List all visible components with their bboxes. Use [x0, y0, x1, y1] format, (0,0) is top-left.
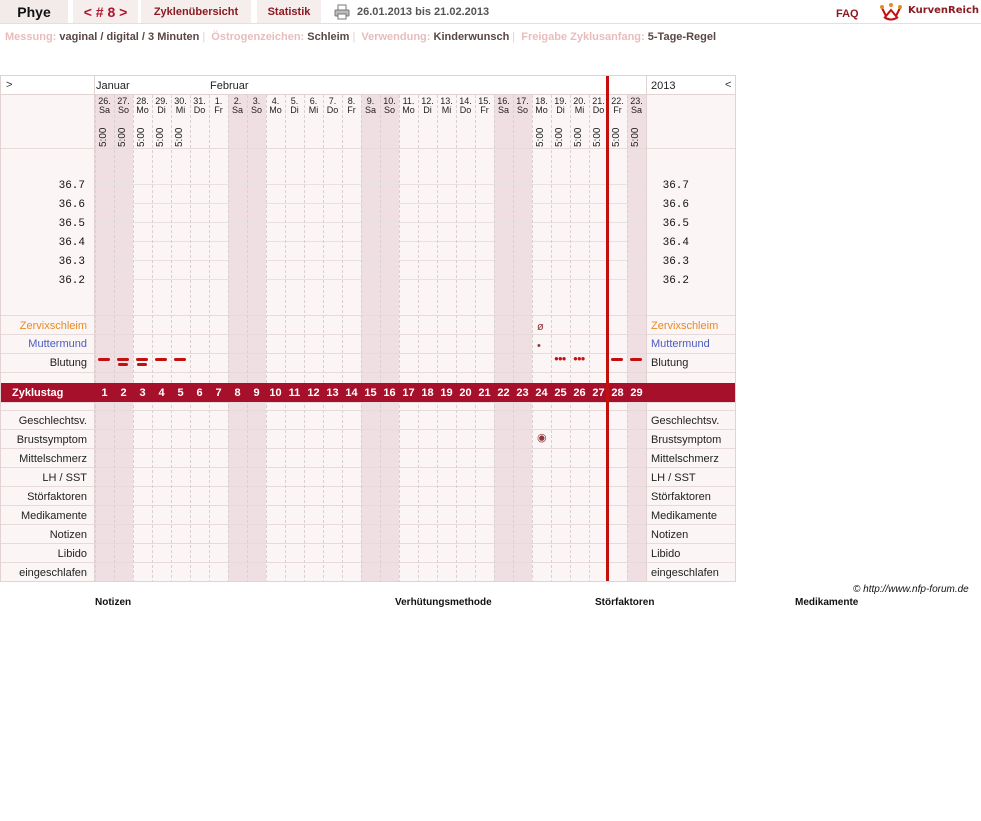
day-weekday: Do: [193, 105, 206, 115]
cycle-day-number: 15: [364, 387, 377, 399]
row-label-right: Muttermund: [651, 338, 710, 350]
day-gridline: [456, 95, 457, 582]
row-divider: [1, 353, 736, 354]
cycle-day-number: 25: [554, 387, 567, 399]
day-gridline: [627, 95, 628, 582]
oestrogen-label: Östrogenzeichen:: [211, 31, 305, 43]
day-gridline: [380, 95, 381, 582]
temp-gridline: [95, 184, 646, 185]
row-label-left: Blutung: [49, 357, 87, 369]
row-label-right: Notizen: [651, 529, 689, 541]
row-divider: [1, 334, 736, 335]
day-weekday: So: [250, 105, 262, 115]
day-header: [380, 97, 399, 115]
day-gridline: [114, 95, 115, 582]
day-header: [266, 97, 285, 115]
month-row: [1, 76, 736, 95]
cycle-day-number: 24: [535, 387, 548, 399]
measure-time: [570, 129, 589, 147]
day-date: 1.: [214, 96, 223, 106]
day-weekday: Sa: [98, 105, 110, 115]
day-weekday: So: [516, 105, 528, 115]
measure-time-text: 5:00: [592, 127, 603, 147]
day-header: [247, 97, 266, 115]
footer-medikamente: Medikamente: [795, 597, 859, 608]
day-date: 15.: [478, 96, 491, 106]
footer-stoerfaktoren: Störfaktoren: [595, 597, 655, 608]
month-label: Februar: [210, 80, 249, 92]
row-label-right: Medikamente: [651, 510, 718, 522]
day-header: [551, 97, 570, 115]
day-date: 27.: [117, 96, 130, 106]
measure-time-text: 5:00: [98, 127, 109, 147]
row-label-right: Blutung: [651, 357, 689, 369]
temp-label-right: 36.4: [662, 237, 689, 249]
cycle-day-number: 3: [139, 387, 146, 399]
row-divider: [1, 448, 736, 449]
row-label-left: Geschlechtsv.: [18, 415, 87, 427]
cycle-navigator[interactable]: < # 8 >: [73, 0, 138, 23]
temp-label-left: 36.7: [58, 180, 85, 192]
day-weekday: Do: [326, 105, 339, 115]
faq-link[interactable]: FAQ: [836, 8, 859, 20]
day-date: 26.: [98, 96, 111, 106]
measure-time-text: 5:00: [611, 127, 622, 147]
day-date: 8.: [347, 96, 356, 106]
bleeding-mark: [155, 358, 167, 361]
day-gridline: [570, 95, 571, 582]
bleeding-mark: [174, 358, 186, 361]
current-day-marker: [606, 76, 609, 582]
year-label: 2013: [651, 80, 676, 92]
temp-label-left: 36.5: [58, 218, 85, 230]
day-gridline: [304, 95, 305, 582]
day-gridline: [589, 95, 590, 582]
temp-label-right: 36.2: [662, 275, 689, 287]
row-label-left: Libido: [57, 548, 87, 560]
day-weekday: Di: [423, 105, 432, 115]
measure-time: [95, 129, 114, 147]
row-divider: [1, 524, 736, 525]
day-header: [304, 97, 323, 115]
row-divider: [1, 402, 736, 403]
crown-icon: [880, 2, 902, 22]
measure-time: [171, 129, 190, 147]
row-label-right: LH / SST: [651, 472, 696, 484]
temp-gridline: [95, 222, 646, 223]
measure-time-text: 5:00: [535, 127, 546, 147]
temp-label-right: 36.7: [662, 180, 689, 192]
temp-label-left: 36.4: [58, 237, 85, 249]
cycle-day-number: 21: [478, 387, 491, 399]
day-header: [285, 97, 304, 115]
right-column-border: [646, 76, 647, 582]
day-date: 22.: [611, 96, 624, 106]
date-range: 26.01.2013 bis 21.02.2013: [357, 6, 490, 18]
day-date: 6.: [309, 96, 318, 106]
settings-line: Messung: vaginal / digital / 3 Minuten | Östrogenzeichen: Schleim | Verwendung: Kinderwunsch | Freigabe Zyklusanfang: 5-Tage-Regel: [5, 31, 717, 43]
day-header: [513, 97, 532, 115]
cycle-day-number: 4: [158, 387, 165, 399]
row-label-left: eingeschlafen: [19, 567, 87, 579]
freigabe-label: Freigabe Zyklusanfang:: [521, 31, 645, 43]
day-date: 5.: [290, 96, 299, 106]
day-weekday: Fr: [347, 105, 356, 115]
day-date: 20.: [573, 96, 586, 106]
footer-notizen: Notizen: [95, 597, 132, 608]
day-gridline: [361, 95, 362, 582]
day-gridline: [285, 95, 286, 582]
measure-time-text: 5:00: [155, 127, 166, 147]
logo-text: KurvenReich: [908, 5, 980, 16]
bleeding-mark: [117, 358, 129, 361]
row-divider: [1, 429, 736, 430]
weekend-column: [228, 76, 247, 582]
messung-label: Messung:: [5, 31, 57, 43]
day-weekday: Sa: [630, 105, 642, 115]
day-date: 3.: [252, 96, 261, 106]
measure-time: [114, 129, 133, 147]
day-header: [608, 97, 627, 115]
row-divider: [1, 543, 736, 544]
day-header: [171, 97, 190, 115]
row-divider: [1, 505, 736, 506]
day-weekday: Mo: [136, 105, 149, 115]
breast-symptom-mark: ◉: [537, 432, 547, 444]
day-header: [627, 97, 646, 115]
day-weekday: Do: [592, 105, 605, 115]
oestrogen-value: Schleim: [307, 31, 350, 43]
temp-label-right: 36.3: [662, 256, 689, 268]
measure-time-text: 5:00: [554, 127, 565, 147]
cycle-day-number: 2: [120, 387, 127, 399]
cycle-day-number: 7: [215, 387, 222, 399]
row-label-left: Brustsymptom: [16, 434, 87, 446]
left-column-border: [94, 76, 95, 582]
day-header: [228, 97, 247, 115]
tab-statistics[interactable]: Statistik: [257, 0, 321, 23]
day-date: 11.: [402, 96, 415, 106]
cycle-day-number: 29: [630, 387, 643, 399]
cycle-day-number: 11: [288, 387, 301, 399]
cycle-day-number: 22: [497, 387, 510, 399]
day-weekday: Mo: [269, 105, 282, 115]
day-header: [209, 97, 228, 115]
spotting-mark: ●●●: [573, 354, 585, 363]
day-header: [494, 97, 513, 115]
day-weekday: Fr: [214, 105, 223, 115]
day-date: 14.: [459, 96, 472, 106]
row-divider: [1, 372, 736, 373]
bleeding-mark: [611, 358, 623, 361]
day-weekday: Mi: [574, 105, 585, 115]
day-header: [532, 97, 551, 115]
day-header: [437, 97, 456, 115]
weekend-column: [627, 76, 646, 582]
day-gridline: [133, 95, 134, 582]
cycle-day-number: 12: [307, 387, 320, 399]
measure-time: [608, 129, 627, 147]
cycle-day-number: 17: [402, 387, 415, 399]
day-gridline: [513, 95, 514, 582]
day-date: 21.: [592, 96, 605, 106]
day-weekday: Sa: [364, 105, 376, 115]
weekend-column: [380, 76, 399, 582]
cycle-day-label: Zyklustag: [12, 387, 64, 399]
weekend-column: [95, 76, 114, 582]
logo[interactable]: [880, 2, 980, 22]
day-date: 7.: [328, 96, 337, 106]
day-date: 29.: [155, 96, 168, 106]
day-date: 9.: [366, 96, 375, 106]
cycle-day-number: 26: [573, 387, 586, 399]
cycle-day-number: 10: [269, 387, 282, 399]
cycle-day-number: 27: [592, 387, 605, 399]
day-weekday: Fr: [613, 105, 622, 115]
day-weekday: Mi: [175, 105, 186, 115]
day-weekday: Do: [459, 105, 472, 115]
cycle-day-number: 20: [459, 387, 472, 399]
temp-label-left: 36.3: [58, 256, 85, 268]
day-weekday: Di: [556, 105, 565, 115]
day-gridline: [247, 95, 248, 582]
temp-label-right: 36.6: [662, 199, 689, 211]
day-date: 28.: [136, 96, 149, 106]
row-label-left: Muttermund: [28, 338, 87, 350]
day-gridline: [475, 95, 476, 582]
day-weekday: Sa: [231, 105, 243, 115]
day-weekday: Mo: [535, 105, 548, 115]
day-header: [570, 97, 589, 115]
day-header: [323, 97, 342, 115]
day-weekday: Mo: [402, 105, 415, 115]
temp-gridline: [95, 241, 646, 242]
day-header: [114, 97, 133, 115]
measure-time: [532, 129, 551, 147]
day-date: 16.: [497, 96, 510, 106]
day-gridline: [152, 95, 153, 582]
day-header: [361, 97, 380, 115]
day-header: [152, 97, 171, 115]
row-label-right: Zervixschleim: [651, 320, 719, 332]
day-header: [418, 97, 437, 115]
row-label-right: Geschlechtsv.: [651, 415, 720, 427]
row-label-left: LH / SST: [42, 472, 87, 484]
row-label-right: Libido: [651, 548, 681, 560]
day-date: 18.: [535, 96, 548, 106]
day-header: [95, 97, 114, 115]
bleeding-mark: [630, 358, 642, 361]
measure-time-text: 5:00: [174, 127, 185, 147]
cycle-day-number: 9: [253, 387, 260, 399]
row-label-left: Medikamente: [20, 510, 87, 522]
weekend-column: [494, 76, 513, 582]
row-divider: [1, 410, 736, 411]
month-label: Januar: [96, 80, 130, 92]
day-gridline: [551, 95, 552, 582]
day-header: [342, 97, 361, 115]
day-date: 2.: [233, 96, 242, 106]
day-weekday: Di: [157, 105, 166, 115]
messung-value: vaginal / digital / 3 Minuten: [59, 31, 200, 43]
cycle-day-number: 18: [421, 387, 434, 399]
cycle-day-number: 1: [101, 387, 108, 399]
cycle-day-number: 28: [611, 387, 624, 399]
day-gridline: [95, 95, 96, 582]
day-header: [456, 97, 475, 115]
day-gridline: [190, 95, 191, 582]
freigabe-value: 5-Tage-Regel: [647, 31, 717, 43]
day-gridline: [437, 95, 438, 582]
cycle-day-number: 19: [440, 387, 453, 399]
day-gridline: [323, 95, 324, 582]
cycle-day-number: 13: [326, 387, 339, 399]
verwendung-label: Verwendung:: [361, 31, 431, 43]
measure-time: [133, 129, 152, 147]
weekend-column: [247, 76, 266, 582]
row-divider: [1, 315, 736, 316]
day-gridline: [342, 95, 343, 582]
day-header: [475, 97, 494, 115]
weekend-column: [114, 76, 133, 582]
next-cycle-arrow[interactable]: <: [725, 79, 732, 91]
day-date: 31.: [193, 96, 206, 106]
day-gridline: [418, 95, 419, 582]
bleeding-mark: [118, 363, 128, 366]
tab-cycle-overview[interactable]: Zyklenübersicht: [141, 0, 251, 23]
measure-time: [627, 129, 646, 147]
measure-time-text: 5:00: [630, 127, 641, 147]
day-weekday: So: [383, 105, 395, 115]
day-gridline: [171, 95, 172, 582]
day-header: [399, 97, 418, 115]
temp-label-right: 36.5: [662, 218, 689, 230]
day-header: [133, 97, 152, 115]
cycle-day-number: 14: [345, 387, 358, 399]
row-label-left: Zervixschleim: [19, 320, 87, 332]
top-bar: [0, 0, 981, 24]
measure-time-text: 5:00: [117, 127, 128, 147]
footer-verhuetung: Verhütungsmethode: [395, 597, 492, 608]
day-weekday: Fr: [480, 105, 489, 115]
measure-time: [551, 129, 570, 147]
spotting-mark: ●●●: [554, 354, 566, 363]
day-date: 12.: [421, 96, 434, 106]
day-date: 4.: [271, 96, 280, 106]
day-gridline: [532, 95, 533, 582]
cervix-mucus-mark: ø: [537, 321, 544, 333]
verwendung-value: Kinderwunsch: [433, 31, 510, 43]
day-gridline: [266, 95, 267, 582]
day-gridline: [494, 95, 495, 582]
bleeding-mark: [136, 358, 148, 361]
bleeding-mark: [137, 363, 147, 366]
prev-cycle-arrow[interactable]: >: [6, 79, 13, 91]
day-header: [190, 97, 209, 115]
copyright: © http://www.nfp-forum.de: [853, 584, 969, 595]
day-weekday: Mi: [441, 105, 452, 115]
cycle-chart: [0, 75, 736, 582]
cycle-day-number: 16: [383, 387, 396, 399]
row-label-right: Störfaktoren: [651, 491, 711, 503]
temp-label-left: 36.2: [58, 275, 85, 287]
user-name-tab[interactable]: Phye: [0, 0, 68, 23]
day-date: 17.: [516, 96, 529, 106]
day-date: 13.: [440, 96, 453, 106]
cycle-day-number: 23: [516, 387, 529, 399]
temp-gridline: [95, 279, 646, 280]
row-label-right: Brustsymptom: [651, 434, 722, 446]
weekend-column: [361, 76, 380, 582]
day-gridline: [399, 95, 400, 582]
measure-time: [152, 129, 171, 147]
day-weekday: Sa: [497, 105, 509, 115]
temp-label-left: 36.6: [58, 199, 85, 211]
day-date: 30.: [174, 96, 187, 106]
cycle-day-number: 6: [196, 387, 203, 399]
row-label-left: Störfaktoren: [27, 491, 87, 503]
measure-time-text: 5:00: [573, 127, 584, 147]
day-gridline: [209, 95, 210, 582]
printer-icon[interactable]: [334, 4, 350, 20]
row-label-right: Mittelschmerz: [651, 453, 719, 465]
cycle-day-number: 5: [177, 387, 184, 399]
weekend-column: [513, 76, 532, 582]
row-divider: [1, 467, 736, 468]
row-divider: [1, 486, 736, 487]
measure-time-text: 5:00: [136, 127, 147, 147]
row-label-left: Notizen: [49, 529, 87, 541]
row-divider: [1, 148, 736, 149]
temp-gridline: [95, 203, 646, 204]
day-date: 23.: [630, 96, 643, 106]
row-label-right: eingeschlafen: [651, 567, 719, 579]
day-date: 19.: [554, 96, 567, 106]
day-weekday: Mi: [308, 105, 319, 115]
row-label-left: Mittelschmerz: [19, 453, 87, 465]
day-weekday: Di: [290, 105, 299, 115]
temp-gridline: [95, 260, 646, 261]
day-weekday: So: [117, 105, 129, 115]
cycle-day-number: 8: [234, 387, 241, 399]
bleeding-mark: [98, 358, 110, 361]
cervix-os-mark: •: [537, 340, 541, 352]
row-divider: [1, 562, 736, 563]
day-date: 10.: [383, 96, 396, 106]
day-gridline: [228, 95, 229, 582]
